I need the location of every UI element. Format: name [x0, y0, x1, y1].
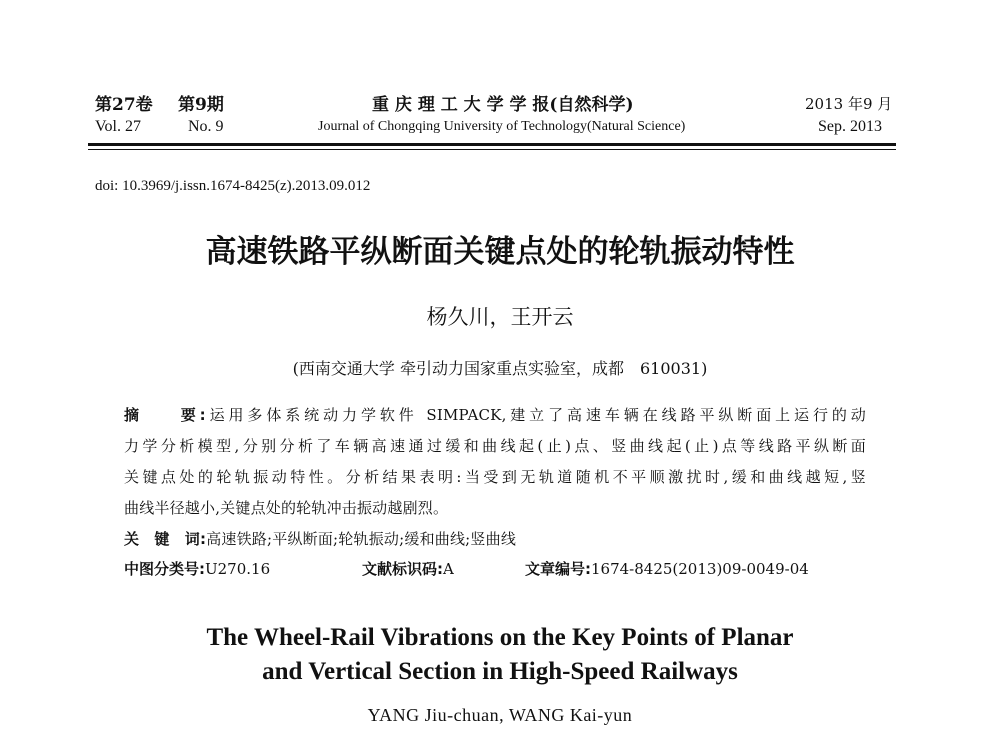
- clc-number: [124, 558, 270, 579]
- article-title-en-line-1: The Wheel-Rail Vibrations on the Key Points of Planar: [206, 624, 794, 651]
- issue-en: No. 9: [188, 118, 224, 135]
- journal-title-en: Journal of Chongqing University of Technology(Natural Science): [318, 119, 686, 134]
- abstract-text-1: 运用多体系统动力学软件 SIMPACK,建立了高速车辆在线路平纵断面上运行的动: [205, 406, 866, 424]
- article-title-en-line-2: and Vertical Section in High-Speed Railways: [262, 658, 738, 685]
- issue-cn: 第9期: [178, 95, 224, 115]
- journal-title-cn: 重 庆 理 工 大 学 学 报(自然科学): [372, 95, 634, 115]
- abstract-line-3: 关键点处的轮轨振动特性。分析结果表明:当受到无轨道随机不平顺激扰时,缓和曲线越短,竖: [124, 468, 866, 486]
- article-title-cn: 高速铁路平纵断面关键点处的轮轨振动特性: [205, 234, 795, 270]
- volume-cn: 第27卷: [95, 95, 153, 115]
- keywords-text: 高速铁路;平纵断面;轮轨振动;缓和曲线;竖曲线: [206, 530, 517, 548]
- doc-code-value: A: [443, 560, 454, 578]
- date-en: Sep. 2013: [818, 118, 882, 135]
- article-number-label: 文章编号:: [525, 560, 591, 578]
- article-number-value: 1674-8425(2013)09-0049-04: [591, 560, 809, 578]
- volume-en: Vol. 27: [95, 118, 141, 135]
- clc-value: U270.16: [205, 560, 271, 578]
- doc-code-label: 文献标识码:: [362, 560, 443, 578]
- header-rule-thin: [88, 149, 896, 150]
- doi: doi: 10.3969/j.issn.1674-8425(z).2013.09.012: [95, 178, 371, 194]
- clc-label: 中图分类号:: [124, 560, 205, 578]
- keywords-label: 关 键 词:: [124, 530, 207, 548]
- abstract-line-1: [124, 404, 866, 425]
- affiliation-cn: (西南交通大学 牵引动力国家重点实验室，成都 610031): [292, 359, 708, 378]
- document-code: [362, 558, 454, 579]
- abstract-line-4: 曲线半径越小,关键点处的轮轨冲击振动越剧烈。: [124, 499, 449, 517]
- date-cn: 2013 年9 月: [805, 95, 893, 113]
- abstract-line-2: 力学分析模型,分别分析了车辆高速通过缓和曲线起(止)点、竖曲线起(止)点等线路平纵断面: [124, 437, 866, 455]
- abstract-label: 摘 要:: [124, 406, 206, 424]
- article-number: [525, 558, 809, 579]
- keywords: [124, 528, 866, 549]
- authors-cn: 杨久川，王开云: [426, 305, 574, 329]
- header-rule-thick: [88, 143, 896, 146]
- authors-en: YANG Jiu-chuan, WANG Kai-yun: [367, 705, 633, 725]
